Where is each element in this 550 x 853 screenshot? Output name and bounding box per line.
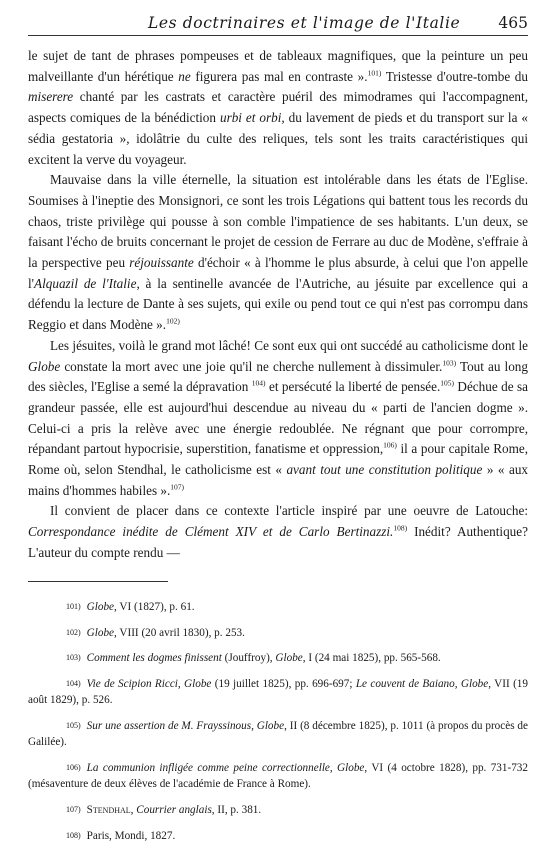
footnote-text: , VII (19 août 1829), p. 526.	[28, 678, 528, 707]
running-header	[28, 10, 528, 36]
header-rule	[28, 35, 528, 36]
text-run: Les jésuites, voilà le grand mot lâché! Ce sont eux qui ont succédé au catholicisme dont le	[50, 337, 528, 353]
footnote-text: (Jouffroy),	[221, 652, 276, 665]
footnote-ref: 105)	[440, 378, 454, 388]
text-run: Mauvaise dans la ville éternelle, la situation est intolérable dans les états de l'Eglise. Soumises à l'ineptie des Monsignori, ce sont les trois Légations qui battent tous les records du chaos, triste privilège qui pousse à son comble l'impatience de ses habitants. L'un deux, se faisant l'écho de bruits concernant le projet de cession de Ferrare au duc de Modène, s'effraie à la perspective peu	[28, 172, 528, 271]
footnote-ref: 104)	[251, 378, 266, 388]
footnote-text: Globe	[275, 652, 303, 665]
text-run: constate la mort avec une joie qu'il ne cherche nullement à dissimuler.	[60, 358, 443, 374]
footnote-text: Stendhal	[86, 803, 131, 816]
text-run: Inédit? Authentique? L'auteur du compte rendu —	[28, 524, 528, 560]
footnote-text: Courrier anglais	[136, 803, 212, 816]
footnote-text: Le couvent de Baiano, Globe	[355, 678, 489, 691]
footnote-text: Paris, Mondi, 1827.	[86, 829, 176, 842]
footnote	[28, 718, 528, 750]
footnote-text: , II, p. 381.	[211, 803, 262, 816]
text-run-italic: ne	[178, 68, 191, 84]
footnote-ref: 106)	[383, 440, 397, 450]
footnote-text: Vie de Scipion Ricci, Globe	[86, 678, 212, 691]
footnote	[28, 802, 528, 818]
footnote-ref: 107)	[170, 482, 185, 492]
footnote-text: ,	[130, 803, 137, 816]
text-run: figurera pas mal en contraste ».	[190, 68, 368, 84]
footnote	[28, 625, 528, 641]
footnote-separator	[28, 581, 168, 582]
footnote-text: , VI (4 octobre 1828), pp. 731-732 (mésaventure de deux élèves de l'académie de France à Rome).	[28, 761, 528, 791]
text-run-italic: urbi et orbi	[219, 110, 282, 126]
text-run: , du lavement de pieds et du transport sur la « sédia gestatoria », idolâtrie du culte des reliques, tels sont les traits caractéristiques qui excitent la verve du voyageur.	[28, 110, 529, 167]
text-run: et persécuté la liberté de pensée.	[265, 379, 441, 395]
footnote-text: , I (24 mai 1825), pp. 565-568.	[302, 652, 441, 665]
text-run: Tristesse d'outre-tombe du	[381, 68, 528, 84]
text-run: le sujet de tant de phrases pompeuses et de tableaux magnifiques, que la peinture un peu malveillante d'un hérétique	[28, 48, 528, 84]
footnote-ref: 103)	[442, 358, 457, 368]
footnote-number: 105)	[66, 721, 81, 731]
text-run-italic: avant tout une constitution politique	[286, 462, 483, 478]
text-run-italic: Globe	[28, 358, 61, 374]
page-number: 465	[498, 14, 528, 32]
footnote-number: 102)	[66, 627, 81, 637]
footnote-ref: 101)	[367, 68, 382, 78]
paragraph-3	[28, 336, 528, 502]
text-run-italic: miserere	[28, 89, 74, 105]
footnote	[28, 650, 528, 666]
footnote-text: , VIII (20 avril 1830), p. 253.	[114, 626, 245, 639]
text-run: , à la sentinelle avancée de l'Autriche, au jésuite par excellence qui a défendu la lecture de Dante à ses sujets, qui exile ou pend tout ce qui n'est pas corrompu dans Reggio et dans Modène ».	[28, 275, 528, 333]
footnote-text: , II (8 décembre 1825), p. 1011 (à propos du procès de Galilée).	[28, 720, 528, 749]
footnote-number: 104)	[66, 679, 81, 689]
footnote-text: Comment les dogmes finissent	[86, 652, 222, 665]
footnote	[28, 676, 528, 708]
footnote-text: La communion infligée comme peine correctionnelle, Globe	[86, 761, 365, 774]
footnote-number: 103)	[66, 653, 81, 663]
footnote-number: 101)	[66, 602, 81, 611]
footnote-text: Globe	[86, 601, 115, 613]
footnote-text: (19 juillet 1825), pp. 696-697;	[211, 678, 356, 691]
running-title: Les doctrinaires et l'image de l'Italie	[148, 14, 461, 32]
footnotes	[28, 599, 528, 853]
footnote	[28, 760, 528, 792]
text-run-italic: Alquazil de l'Italie	[34, 275, 137, 291]
text-run: Il convient de placer dans ce contexte l'article inspiré par une oeuvre de Latouche:	[50, 503, 528, 519]
footnote-ref: 102)	[166, 316, 180, 326]
text-run: il a pour capitale Rome, Rome où, selon Stendhal, le catholicisme est «	[28, 441, 528, 478]
paragraph-2	[28, 170, 528, 336]
text-run-italic: réjouissante	[129, 255, 194, 271]
text-run: Déchue de sa grandeur passée, elle est aujourd'hui descendue au niveau du « parti de l'ancien dogme ». Celui-ci a pris la relève avec une énergie redoublée. Ne régnant que pour corrompre, répandant partout hypocrisie, superstition, fanatisme et oppression,	[28, 379, 528, 457]
text-run: Tout au long des siècles, l'Eglise a semé la dépravation	[28, 358, 528, 395]
footnote	[28, 599, 528, 615]
footnote-ref: 108)	[393, 523, 408, 533]
footnote-number: 106)	[66, 762, 81, 772]
main-text	[28, 46, 528, 564]
footnote-text: , VI (1827), p. 61.	[114, 601, 195, 613]
paragraph-1	[28, 46, 528, 170]
footnote-number: 108)	[66, 830, 81, 840]
footnote-text: Sur une assertion de M. Frayssinous, Globe	[86, 720, 285, 733]
footnote-text: Globe	[86, 626, 115, 639]
footnote-number: 107)	[66, 804, 81, 814]
footnote	[28, 828, 528, 844]
text-run: » « aux mains d'hommes habiles ».	[28, 462, 529, 498]
text-run: d'échoir « à l'homme le plus absurde, à celui que l'on appelle l'	[28, 255, 528, 291]
text-run: chanté par les castrats et caractère puéril des mimodrames qui l'accompagnent, aspects comiques de la bénédiction	[28, 89, 528, 126]
paragraph-4	[28, 501, 528, 563]
text-run-italic: Correspondance inédite de Clément XIV et de Carlo Bertinazzi.	[28, 524, 394, 540]
